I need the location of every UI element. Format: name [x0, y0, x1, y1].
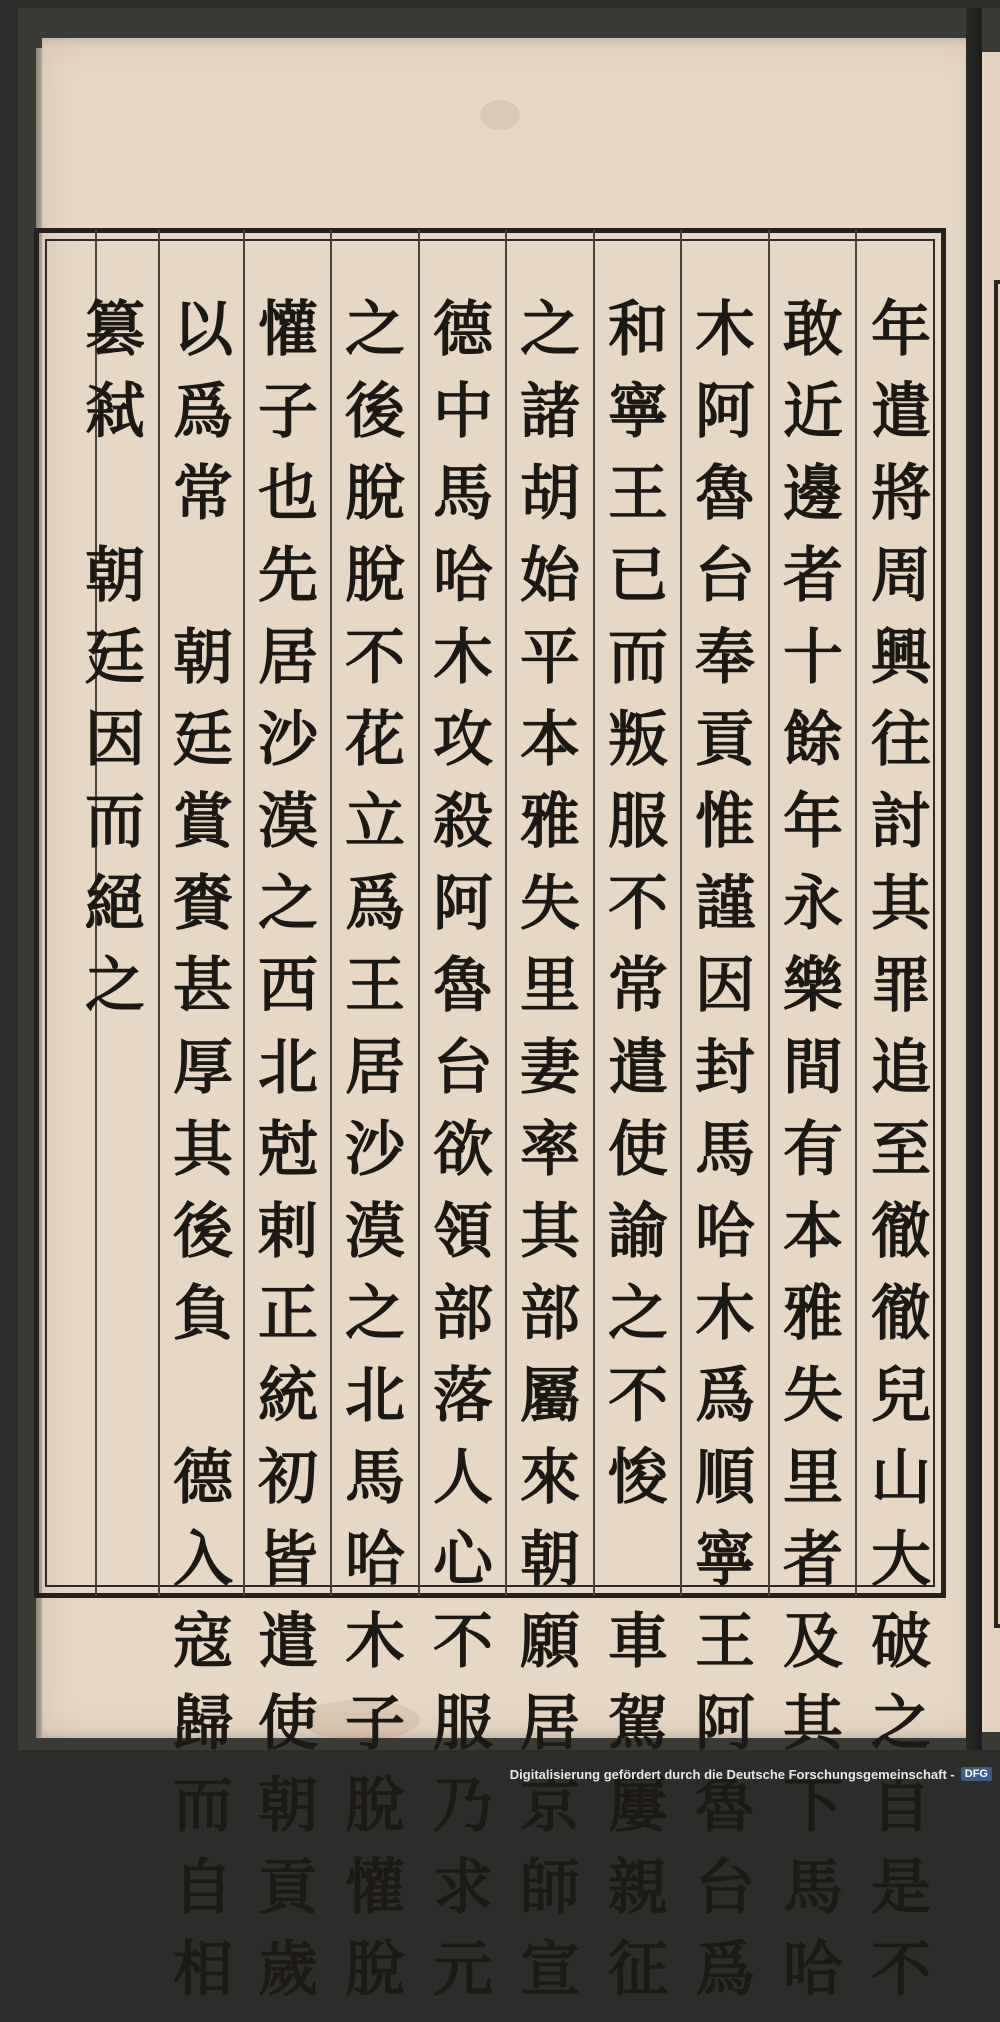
glyph: 來 — [520, 1443, 580, 1513]
glyph: 之 — [258, 869, 318, 939]
glyph: 哈 — [695, 1197, 755, 1267]
glyph: 駕 — [608, 1689, 668, 1759]
glyph: 懽 — [258, 295, 318, 365]
glyph: 皆 — [258, 1525, 318, 1595]
glyph: 和 — [608, 295, 668, 365]
glyph: 之 — [345, 1279, 405, 1349]
glyph: 周 — [871, 541, 931, 611]
glyph: 子 — [258, 377, 318, 447]
glyph: 下 — [783, 1771, 843, 1841]
glyph: 其 — [783, 1689, 843, 1759]
glyph: 西 — [258, 951, 318, 1021]
glyph: 哈 — [345, 1525, 405, 1595]
glyph: 尅 — [258, 1115, 318, 1185]
glyph: 馬 — [433, 459, 493, 529]
glyph: 樂 — [783, 951, 843, 1021]
glyph: 有 — [783, 1115, 843, 1185]
glyph: 剌 — [258, 1197, 318, 1267]
glyph: 師 — [520, 1853, 580, 1923]
glyph: 脫 — [345, 541, 405, 611]
glyph: 中 — [433, 377, 493, 447]
glyph: 魯 — [695, 1771, 755, 1841]
glyph: 而 — [173, 1771, 233, 1841]
glyph: 馬 — [695, 1115, 755, 1185]
glyph — [628, 1530, 649, 1612]
glyph: 人 — [433, 1443, 493, 1513]
glyph: 之 — [345, 295, 405, 365]
glyph: 德 — [173, 1443, 233, 1513]
glyph: 始 — [520, 541, 580, 611]
text-column-7 — [332, 295, 418, 2022]
glyph: 脫 — [345, 1771, 405, 1841]
glyph: 惟 — [695, 787, 755, 857]
glyph: 爲 — [695, 1935, 755, 2005]
glyph: 統 — [258, 1361, 318, 1431]
glyph: 入 — [173, 1525, 233, 1595]
glyph: 台 — [433, 1033, 493, 1103]
glyph: 破 — [871, 1607, 931, 1677]
glyph: 征 — [608, 1935, 668, 2005]
glyph: 居 — [258, 623, 318, 693]
glyph: 沙 — [258, 705, 318, 775]
glyph: 雅 — [783, 1279, 843, 1349]
glyph: 京 — [520, 1771, 580, 1841]
glyph: 落 — [433, 1361, 493, 1431]
glyph — [193, 546, 214, 628]
glyph: 因 — [695, 951, 755, 1021]
glyph: 邊 — [783, 459, 843, 529]
glyph: 悛 — [608, 1443, 668, 1513]
glyph: 者 — [783, 541, 843, 611]
glyph: 山 — [871, 1443, 931, 1513]
glyph: 已 — [608, 541, 668, 611]
glyph: 貢 — [258, 1853, 318, 1923]
text-column-8 — [245, 295, 331, 2022]
glyph: 之 — [608, 1279, 668, 1349]
glyph: 部 — [520, 1279, 580, 1349]
glyph: 後 — [173, 1197, 233, 1267]
glyph: 北 — [345, 1361, 405, 1431]
glyph: 賞 — [173, 787, 233, 857]
glyph: 台 — [695, 541, 755, 611]
glyph: 及 — [783, 1607, 843, 1677]
glyph: 常 — [608, 951, 668, 1021]
glyph: 罪 — [871, 951, 931, 1021]
glyph: 阿 — [695, 1689, 755, 1759]
glyph: 遣 — [608, 1033, 668, 1103]
glyph: 賚 — [173, 869, 233, 939]
right-page-frame — [994, 280, 1000, 1628]
glyph: 胡 — [520, 459, 580, 529]
glyph: 謹 — [695, 869, 755, 939]
glyph — [105, 464, 126, 546]
glyph: 不 — [871, 1935, 931, 2005]
glyph: 里 — [783, 1443, 843, 1513]
glyph: 弒 — [85, 377, 145, 447]
glyph: 而 — [608, 623, 668, 693]
glyph: 不 — [345, 623, 405, 693]
glyph: 不 — [608, 1361, 668, 1431]
glyph: 奉 — [695, 623, 755, 693]
digitization-credit — [510, 1764, 992, 1784]
text-column-9 — [160, 295, 246, 2022]
glyph: 攻 — [433, 705, 493, 775]
glyph: 哈 — [433, 541, 493, 611]
glyph: 木 — [433, 623, 493, 693]
glyph: 十 — [783, 623, 843, 693]
glyph: 屢 — [608, 1771, 668, 1841]
glyph: 寧 — [608, 377, 668, 447]
glyph: 妻 — [520, 1033, 580, 1103]
glyph: 寧 — [695, 1525, 755, 1595]
glyph: 自 — [871, 1771, 931, 1841]
glyph: 立 — [345, 787, 405, 857]
glyph: 里 — [520, 951, 580, 1021]
glyph: 魯 — [433, 951, 493, 1021]
glyph: 本 — [783, 1197, 843, 1267]
glyph: 其 — [871, 869, 931, 939]
text-column-6 — [420, 295, 506, 2022]
glyph: 叛 — [608, 705, 668, 775]
glyph: 漠 — [345, 1197, 405, 1267]
glyph: 者 — [783, 1525, 843, 1595]
glyph: 厚 — [173, 1033, 233, 1103]
paper-stain — [480, 100, 520, 130]
glyph: 部 — [433, 1279, 493, 1349]
glyph: 歲 — [258, 1935, 318, 2005]
glyph: 失 — [783, 1361, 843, 1431]
glyph: 諭 — [608, 1197, 668, 1267]
glyph: 阿 — [433, 869, 493, 939]
glyph: 貢 — [695, 705, 755, 775]
glyph: 相 — [173, 1935, 233, 2005]
glyph: 率 — [520, 1115, 580, 1185]
glyph: 求 — [433, 1853, 493, 1923]
glyph: 其 — [173, 1115, 233, 1185]
glyph: 徹 — [871, 1197, 931, 1267]
glyph: 本 — [520, 705, 580, 775]
glyph: 心 — [433, 1525, 493, 1595]
glyph: 子 — [345, 1689, 405, 1759]
glyph: 台 — [695, 1853, 755, 1923]
glyph: 常 — [173, 459, 233, 529]
glyph: 脫 — [345, 1935, 405, 2005]
glyph: 兒 — [871, 1361, 931, 1431]
glyph: 絕 — [85, 869, 145, 939]
glyph: 討 — [871, 787, 931, 857]
glyph: 平 — [520, 623, 580, 693]
glyph: 是 — [871, 1853, 931, 1923]
glyph: 王 — [608, 459, 668, 529]
glyph: 木 — [345, 1607, 405, 1677]
glyph: 車 — [608, 1607, 668, 1677]
glyph: 花 — [345, 705, 405, 775]
glyph: 永 — [783, 869, 843, 939]
glyph: 徹 — [871, 1279, 931, 1349]
glyph: 居 — [345, 1033, 405, 1103]
glyph: 親 — [608, 1853, 668, 1923]
glyph: 初 — [258, 1443, 318, 1513]
glyph: 往 — [871, 705, 931, 775]
glyph — [193, 1366, 214, 1448]
glyph: 朝 — [258, 1771, 318, 1841]
glyph: 敢 — [783, 295, 843, 365]
glyph: 漠 — [258, 787, 318, 857]
glyph: 沙 — [345, 1115, 405, 1185]
glyph: 順 — [695, 1443, 755, 1513]
glyph: 也 — [258, 459, 318, 529]
glyph: 屬 — [520, 1361, 580, 1431]
glyph: 諸 — [520, 377, 580, 447]
glyph: 宣 — [520, 1935, 580, 2005]
glyph: 之 — [871, 1689, 931, 1759]
glyph: 王 — [695, 1607, 755, 1677]
glyph: 遣 — [258, 1607, 318, 1677]
glyph: 馬 — [783, 1853, 843, 1923]
glyph: 木 — [695, 1279, 755, 1349]
glyph: 甚 — [173, 951, 233, 1021]
glyph: 因 — [85, 705, 145, 775]
glyph: 年 — [871, 295, 931, 365]
glyph: 王 — [345, 951, 405, 1021]
glyph: 不 — [433, 1607, 493, 1677]
glyph: 而 — [85, 787, 145, 857]
glyph: 爲 — [173, 377, 233, 447]
glyph: 年 — [783, 787, 843, 857]
glyph: 負 — [173, 1279, 233, 1349]
book-gutter — [966, 8, 982, 1750]
glyph: 朝 — [520, 1525, 580, 1595]
credit-text: Digitalisierung gefördert durch die Deutsche Forschungsgemeinschaft - — [509, 1766, 955, 1782]
glyph: 廷 — [85, 623, 145, 693]
glyph: 封 — [695, 1033, 755, 1103]
glyph: 服 — [608, 787, 668, 857]
glyph: 大 — [871, 1525, 931, 1595]
glyph: 殺 — [433, 787, 493, 857]
glyph: 歸 — [173, 1689, 233, 1759]
glyph: 之 — [520, 295, 580, 365]
glyph: 篡 — [85, 295, 145, 365]
glyph: 至 — [871, 1115, 931, 1185]
glyph: 以 — [173, 295, 233, 365]
glyph: 阿 — [695, 377, 755, 447]
glyph: 自 — [173, 1853, 233, 1923]
glyph: 服 — [433, 1689, 493, 1759]
glyph: 之 — [85, 951, 145, 1021]
glyph: 廷 — [173, 705, 233, 775]
glyph: 雅 — [520, 787, 580, 857]
glyph: 不 — [608, 869, 668, 939]
glyph: 後 — [345, 377, 405, 447]
glyph: 興 — [871, 623, 931, 693]
glyph: 爲 — [345, 869, 405, 939]
glyph: 脫 — [345, 459, 405, 529]
glyph: 北 — [258, 1033, 318, 1103]
glyph: 近 — [783, 377, 843, 447]
glyph: 欲 — [433, 1115, 493, 1185]
glyph: 遣 — [871, 377, 931, 447]
glyph: 朝 — [85, 541, 145, 611]
glyph: 失 — [520, 869, 580, 939]
glyph: 馬 — [345, 1443, 405, 1513]
glyph: 使 — [608, 1115, 668, 1185]
glyph: 寇 — [173, 1607, 233, 1677]
glyph: 元 — [433, 1935, 493, 2005]
glyph: 爲 — [695, 1361, 755, 1431]
glyph: 朝 — [173, 623, 233, 693]
glyph: 德 — [433, 295, 493, 365]
glyph: 乃 — [433, 1771, 493, 1841]
right-page — [982, 52, 1000, 1732]
text-column-10 — [72, 295, 158, 1038]
glyph: 願 — [520, 1607, 580, 1677]
glyph: 懽 — [345, 1853, 405, 1923]
glyph: 將 — [871, 459, 931, 529]
glyph: 居 — [520, 1689, 580, 1759]
dfg-logo: DFG — [961, 1767, 992, 1781]
glyph: 追 — [871, 1033, 931, 1103]
glyph: 間 — [783, 1033, 843, 1103]
glyph: 先 — [258, 541, 318, 611]
glyph: 其 — [520, 1197, 580, 1267]
glyph: 哈 — [783, 1935, 843, 2005]
glyph: 使 — [258, 1689, 318, 1759]
glyph: 魯 — [695, 459, 755, 529]
glyph: 木 — [695, 295, 755, 365]
glyph: 領 — [433, 1197, 493, 1267]
glyph: 餘 — [783, 705, 843, 775]
glyph: 正 — [258, 1279, 318, 1349]
